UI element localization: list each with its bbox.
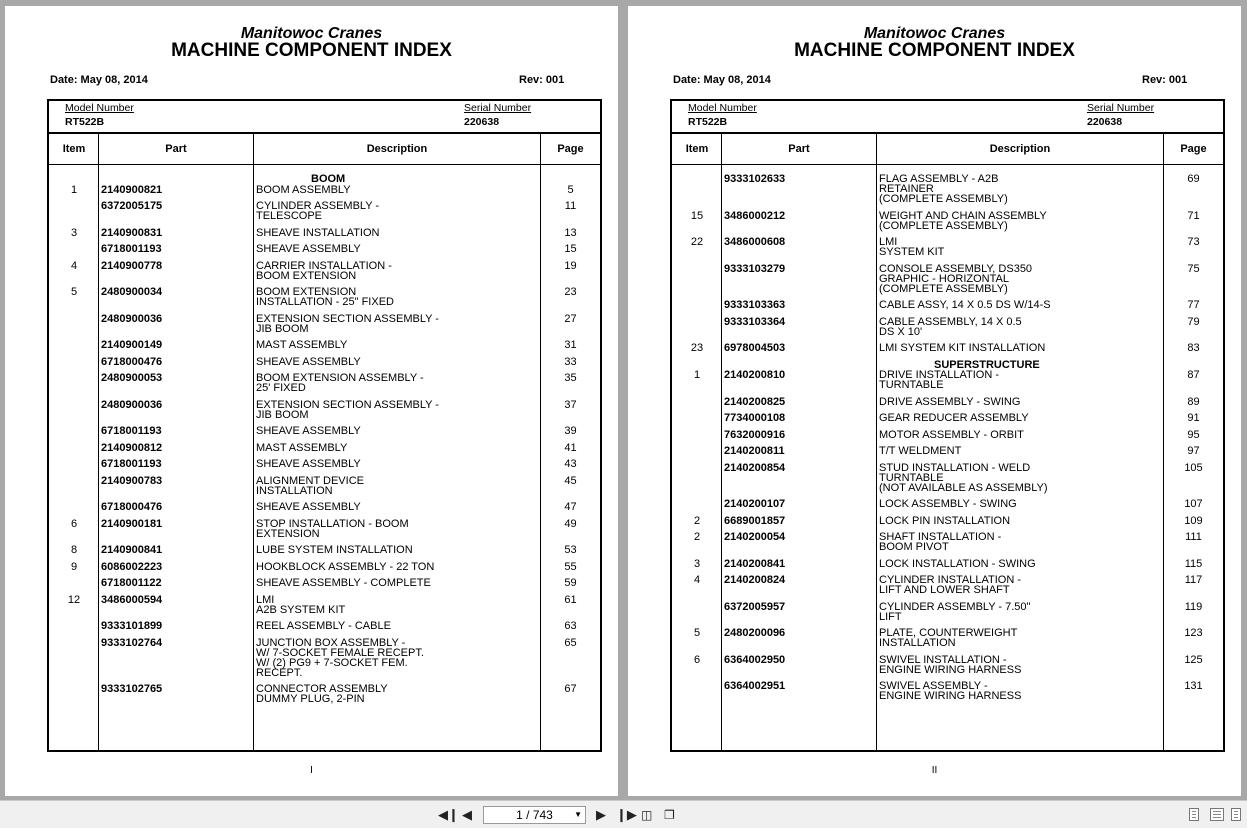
part-description: CYLINDER INSTALLATION - LIFT AND LOWER SHAFT [879,574,1022,596]
part-number: 2140900812 [101,442,163,454]
part-number: 6689001857 [724,515,786,527]
page-reference: 79 [1187,316,1200,328]
part-number: 7632000916 [724,429,786,441]
item-number: 23 [690,342,704,354]
page-reference: 73 [1187,236,1200,248]
two-page-view-icon[interactable] [1210,808,1224,821]
item-number: 2 [693,531,701,543]
page-reference: 43 [564,458,577,470]
part-description: SHAFT INSTALLATION - BOOM PIVOT [879,531,1002,553]
part-number: 2140200824 [724,574,786,586]
revision-label: Rev: 001 [1142,74,1188,86]
column-header-page: Page [557,143,584,155]
part-description: SHEAVE ASSEMBLY - COMPLETE [256,577,431,589]
part-number: 2140900783 [101,475,163,487]
part-number: 2140900841 [101,544,163,556]
item-number: 15 [690,210,704,222]
part-description: CYLINDER ASSEMBLY - TELESCOPE [256,200,380,222]
page-title: MACHINE COMPONENT INDEX [794,40,1075,61]
part-number: 9333103363 [724,299,786,311]
page-title: MACHINE COMPONENT INDEX [171,40,452,61]
continuous-view-icon[interactable] [1231,808,1241,821]
last-page-icon[interactable]: ❙▶ [616,807,637,822]
part-number: 6978004503 [724,342,786,354]
page-reference: 97 [1187,445,1200,457]
part-description: LOCK ASSEMBLY - SWING [879,498,1017,510]
part-description: CARRIER INSTALLATION - BOOM EXTENSION [256,260,392,282]
part-number: 2140900831 [101,227,163,239]
page-reference: 75 [1187,263,1200,275]
item-number: 4 [70,260,78,272]
item-number: 3 [70,227,78,239]
part-description: DRIVE INSTALLATION - TURNTABLE [879,369,1000,391]
page-reference: 95 [1187,429,1200,441]
part-description: HOOKBLOCK ASSEMBLY - 22 TON [256,561,435,573]
part-number: 9333102765 [101,683,163,695]
part-number: 2480900053 [101,372,163,384]
page-reference: 49 [564,518,577,530]
part-description: LMI SYSTEM KIT INSTALLATION [879,342,1046,354]
part-number: 2480200096 [724,627,786,639]
column-header-part: Part [165,143,187,155]
page-reference: 111 [1185,531,1202,543]
part-number: 9333101899 [101,620,163,632]
revision-label: Rev: 001 [519,74,565,86]
part-description: MOTOR ASSEMBLY - ORBIT [879,429,1024,441]
part-number: 2480900036 [101,313,163,325]
model-number-value: RT522B [688,116,728,128]
part-description: CONNECTOR ASSEMBLY DUMMY PLUG, 2-PIN [256,683,388,705]
part-number: 7734000108 [724,412,786,424]
part-description: BOOM EXTENSION INSTALLATION - 25" FIXED [256,286,394,308]
page-reference: 47 [564,501,577,513]
page-reference: 13 [564,227,577,239]
part-description: LUBE SYSTEM INSTALLATION [256,544,413,556]
page-reference: 87 [1187,369,1200,381]
part-description: LOCK PIN INSTALLATION [879,515,1011,527]
page-reference: 61 [564,594,577,606]
part-number: 2140200825 [724,396,786,408]
item-number: 5 [693,627,701,639]
document-page [5,6,618,796]
part-description: SHEAVE INSTALLATION [256,227,380,239]
column-header-item: Item [62,143,86,155]
part-number: 3486000594 [101,594,163,606]
part-description: FLAG ASSEMBLY - A2B RETAINER (COMPLETE ASSEMBLY) [879,173,1008,205]
part-number: 6718001122 [101,577,162,589]
component-table [670,132,1225,752]
part-description: BOOM EXTENSION ASSEMBLY - 25' FIXED [256,372,424,394]
serial-number-value: 220638 [1087,116,1123,128]
part-number: 2480900036 [101,399,163,411]
item-number: 9 [70,561,78,573]
page-number-input[interactable] [483,806,586,824]
part-number: 2140900149 [101,339,163,351]
part-number: 2140900181 [101,518,163,530]
page-reference: 109 [1184,515,1203,527]
item-number: 2 [693,515,701,527]
page-reference: 35 [564,372,577,384]
part-description: EXTENSION SECTION ASSEMBLY - JIB BOOM [256,313,439,335]
page-reference: 31 [564,339,577,351]
page-reference: 33 [564,356,577,368]
page-reference: 59 [564,577,577,589]
part-number: 6718000476 [101,356,163,368]
page-reference: 41 [564,442,577,454]
part-description: CONSOLE ASSEMBLY, DS350 GRAPHIC - HORIZONTAL (COMPLETE ASSEMBLY) [879,263,1033,295]
part-description: SHEAVE ASSEMBLY [256,458,361,470]
section-heading: SUPERSTRUCTURE [934,359,1040,371]
page-reference: 123 [1184,627,1203,639]
model-number-value: RT522B [65,116,105,128]
part-number: 6718001193 [101,243,162,255]
column-header-description: Description [366,143,428,155]
page-reference: 69 [1187,173,1200,185]
company-name: Manitowoc Cranes [240,25,383,42]
part-number: 3486000212 [724,210,786,222]
part-description: EXTENSION SECTION ASSEMBLY - JIB BOOM [256,399,439,421]
part-description: DRIVE ASSEMBLY - SWING [879,396,1021,408]
fit-page-icon[interactable]: ❐ [664,808,675,822]
page-indicator: 1 / 743 [516,808,553,822]
company-name: Manitowoc Cranes [863,25,1006,42]
page-reference: 115 [1184,558,1203,570]
page-reference: 45 [564,475,577,487]
model-serial-box [670,99,1225,132]
column-header-item: Item [685,143,709,155]
part-number: 6086002223 [101,561,163,573]
part-number: 2140200810 [724,369,786,381]
section-heading: BOOM [311,173,346,185]
page-reference: 67 [564,683,577,695]
part-description: LMI A2B SYSTEM KIT [256,594,346,616]
page-reference: 117 [1184,574,1203,586]
page-reference: 63 [564,620,577,632]
part-description: PLATE, COUNTERWEIGHT INSTALLATION [879,627,1018,649]
part-number: 9333103279 [724,263,786,275]
part-number: 9333103364 [724,316,786,328]
item-number: 1 [693,369,701,381]
part-description: JUNCTION BOX ASSEMBLY - W/ 7-SOCKET FEMALE RECEPT. W/ (2) PG9 + 7-SOCKET FEM. RECEPT. [256,637,424,679]
date-label: Date: May 08, 2014 [50,74,148,86]
part-description: REEL ASSEMBLY - CABLE [256,620,391,632]
part-number: 9333102764 [101,637,163,649]
part-number: 6718000476 [101,501,163,513]
page-reference: 107 [1184,498,1203,510]
part-number: 2140200107 [724,498,786,510]
part-number: 2140900821 [101,184,163,196]
part-description: BOOM ASSEMBLY [256,184,351,196]
part-number: 6718001193 [101,425,162,437]
single-page-view-icon[interactable] [1189,808,1199,821]
part-description: CYLINDER ASSEMBLY - 7.50" LIFT [879,601,1031,623]
page-reference: 65 [564,637,577,649]
column-header-page: Page [1180,143,1207,155]
page-reference: 37 [564,399,577,411]
page-number: I [310,765,313,776]
part-description: T/T WELDMENT [879,445,962,457]
part-description: GEAR REDUCER ASSEMBLY [879,412,1029,424]
item-number: 3 [693,558,701,570]
part-number: 2140200811 [724,445,785,457]
part-description: SHEAVE ASSEMBLY [256,356,361,368]
page-reference: 131 [1184,680,1203,692]
item-number: 8 [70,544,78,556]
item-number: 6 [70,518,78,530]
serial-number-label: Serial Number [1087,102,1155,114]
item-number: 12 [67,594,81,606]
page-reference: 15 [564,243,577,255]
page-reference: 19 [564,260,577,272]
part-description: STUD INSTALLATION - WELD TURNTABLE (NOT AVAILABLE AS ASSEMBLY) [879,462,1048,494]
item-number: 5 [70,286,78,298]
part-description: MAST ASSEMBLY [256,442,348,454]
fit-width-icon[interactable]: ◫ [641,808,653,822]
part-number: 2140200854 [724,462,786,474]
page-reference: 125 [1184,654,1203,666]
chevron-down-icon[interactable]: ▼ [574,810,582,819]
part-description: STOP INSTALLATION - BOOM EXTENSION [256,518,409,540]
page-reference: 39 [564,425,577,437]
part-number: 9333102633 [724,173,786,185]
page-reference: 11 [564,200,577,212]
column-header-part: Part [788,143,810,155]
page-reference: 23 [564,286,577,298]
part-number: 6372005957 [724,601,786,613]
page-reference: 71 [1187,210,1200,222]
part-description: SWIVEL ASSEMBLY - ENGINE WIRING HARNESS [879,680,1022,702]
part-number: 6364002951 [724,680,786,692]
model-number-label: Model Number [688,102,757,114]
page-reference: 55 [564,561,577,573]
part-description: SWIVEL INSTALLATION - ENGINE WIRING HARNESS [879,654,1022,676]
part-number: 6364002950 [724,654,786,666]
item-number: 22 [690,236,704,248]
page-reference: 89 [1187,396,1200,408]
part-number: 6718001193 [101,458,162,470]
part-description: CABLE ASSY, 14 X 0.5 DS W/14-S [879,299,1051,311]
serial-number-label: Serial Number [464,102,532,114]
item-number: 4 [693,574,701,586]
page-reference: 119 [1184,601,1203,613]
part-number: 3486000608 [724,236,786,248]
first-page-icon[interactable]: ◀❙ [438,807,459,822]
part-number: 2140900778 [101,260,163,272]
next-page-icon[interactable]: ▶ [596,807,606,822]
component-table [47,132,602,752]
model-number-label: Model Number [65,102,134,114]
part-number: 2140200841 [724,558,786,570]
viewer-toolbar [0,800,1247,828]
part-description: SHEAVE ASSEMBLY [256,243,361,255]
page-reference: 91 [1187,412,1200,424]
serial-number-value: 220638 [464,116,500,128]
date-label: Date: May 08, 2014 [673,74,771,86]
column-header-description: Description [989,143,1051,155]
page-reference: 83 [1187,342,1200,354]
previous-page-icon[interactable]: ◀ [462,807,472,822]
model-serial-box [47,99,602,132]
page-reference: 53 [564,544,577,556]
part-description: LOCK INSTALLATION - SWING [879,558,1036,570]
part-number: 2480900034 [101,286,163,298]
part-description: CABLE ASSEMBLY, 14 X 0.5 DS X 10' [879,316,1022,338]
part-number: 2140200054 [724,531,786,543]
part-description: WEIGHT AND CHAIN ASSEMBLY (COMPLETE ASSEMBLY) [879,210,1047,232]
item-number: 6 [693,654,701,666]
part-description: SHEAVE ASSEMBLY [256,425,361,437]
page-number: II [931,765,938,776]
part-description: ALIGNMENT DEVICE INSTALLATION [256,475,364,497]
part-description: SHEAVE ASSEMBLY [256,501,361,513]
part-number: 6372005175 [101,200,163,212]
page-reference: 105 [1184,462,1203,474]
page-reference: 5 [567,184,574,196]
document-page [628,6,1241,796]
page-reference: 27 [564,313,577,325]
part-description: MAST ASSEMBLY [256,339,348,351]
page-reference: 77 [1187,299,1200,311]
item-number: 1 [70,184,78,196]
part-description: LMI SYSTEM KIT [879,236,945,258]
